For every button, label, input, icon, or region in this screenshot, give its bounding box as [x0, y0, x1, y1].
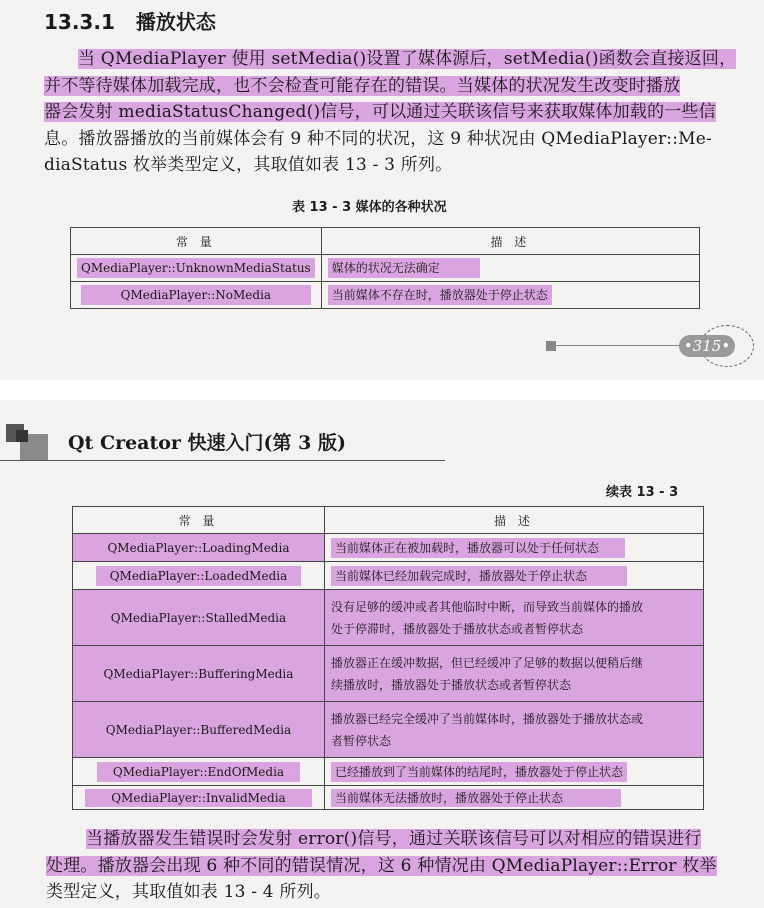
paragraph-line: 息。播放器播放的当前媒体会有 9 种不同的状况，这 9 种状况由 QMediaPlayer::Me-	[44, 128, 712, 149]
paragraph-line: 处理。播放器会出现 6 种不同的错误情况，这 6 种情况由 QMediaPlayer::Error 枚举	[46, 855, 717, 876]
row-description-line: 者暂停状态	[330, 733, 391, 748]
row-constant: QMediaPlayer::StalledMedia	[73, 590, 325, 646]
row-description-line: 处于停滞时，播放器处于播放状态或者暂停状态	[330, 621, 583, 636]
row-description: 当前媒体不存在时，播放器处于停止状态	[328, 285, 552, 305]
row-description: 当前媒体正在被加载时，播放器可以处于任何状态	[331, 538, 625, 558]
paragraph-line: diaStatus 枚举类型定义，其取值如表 13 - 3 所列。	[44, 155, 453, 175]
page-number: •315•	[679, 335, 735, 357]
table-row	[73, 534, 704, 562]
row-description: 当前媒体已经加载完成时，播放器处于停止状态	[331, 566, 627, 586]
section-number: 13.3.1	[44, 10, 115, 34]
header-constant: 常 量	[71, 228, 322, 255]
header-square-icon	[16, 430, 28, 442]
page-marker-square	[546, 341, 556, 351]
table-row	[73, 758, 704, 786]
row-constant: QMediaPlayer::NoMedia	[81, 285, 311, 305]
paragraph-line: 并不等待媒体加载完成，也不会检查可能存在的错误。当媒体的状况发生改变时播放	[44, 75, 681, 96]
header-description: 描 述	[324, 507, 703, 534]
row-description: 媒体的状况无法确定	[328, 258, 480, 278]
media-status-table	[70, 227, 700, 309]
row-description-line: 续播放时，播放器处于播放状态或者暂停状态	[330, 677, 571, 692]
table-row	[73, 590, 704, 646]
row-description: 当前媒体无法播放时，播放器处于停止状态	[331, 789, 621, 807]
row-constant: QMediaPlayer::LoadingMedia	[73, 534, 325, 562]
row-description: 已经播放到了当前媒体的结尾时，播放器处于停止状态	[331, 762, 627, 782]
book-page-315	[0, 0, 764, 380]
row-constant: QMediaPlayer::InvalidMedia	[85, 789, 312, 807]
intro-paragraph	[44, 46, 737, 179]
table-row	[73, 562, 704, 590]
table-row	[73, 646, 704, 702]
book-running-title: Qt Creator 快速入门(第 3 版)	[68, 432, 346, 454]
table-row	[71, 282, 700, 309]
section-title: 播放状态	[135, 10, 216, 34]
row-constant: QMediaPlayer::UnknownMediaStatus	[77, 258, 315, 278]
page-marker-line	[553, 345, 681, 346]
header-description: 描 述	[321, 228, 699, 255]
row-constant: QMediaPlayer::BufferedMedia	[73, 702, 325, 758]
paragraph-line: 器会发射 mediaStatusChanged()信号，可以通过关联该信号来获取媒体加载的一些信	[44, 102, 716, 122]
header-rule	[0, 460, 445, 461]
continued-caption: 续表 13 - 3	[606, 485, 679, 500]
row-constant: QMediaPlayer::EndOfMedia	[97, 762, 300, 782]
row-description-line: 播放器已经完全缓冲了当前媒体时，播放器处于播放状态或	[330, 711, 643, 726]
book-page-316	[0, 400, 764, 908]
table-row	[73, 786, 704, 810]
paragraph-line: 类型定义，其取值如表 13 - 4 所列。	[46, 882, 332, 902]
table-row	[71, 255, 700, 282]
media-status-table-continued	[72, 506, 704, 810]
table-caption: 表 13 - 3 媒体的各种状况	[292, 200, 447, 215]
paragraph-line: 当播放器发生错误时会发射 error()信号，通过关联该信号可以对相应的错误进行	[86, 829, 702, 849]
paragraph-line: 当 QMediaPlayer 使用 setMedia()设置了媒体源后，setMedia()函数会直接返回，	[78, 49, 737, 69]
page-number-text: 315	[692, 337, 722, 355]
row-description-line: 播放器正在缓冲数据，但已经缓冲了足够的数据以便稍后继	[330, 655, 643, 670]
row-constant: QMediaPlayer::LoadedMedia	[96, 566, 302, 586]
table-header-row	[71, 228, 700, 255]
table-row	[73, 702, 704, 758]
table-header-row	[73, 507, 704, 534]
row-description-line: 没有足够的缓冲或者其他临时中断，而导致当前媒体的播放	[330, 599, 643, 614]
error-paragraph	[46, 826, 736, 906]
section-heading	[44, 6, 216, 35]
row-constant: QMediaPlayer::BufferingMedia	[73, 646, 325, 702]
header-constant: 常 量	[73, 507, 325, 534]
